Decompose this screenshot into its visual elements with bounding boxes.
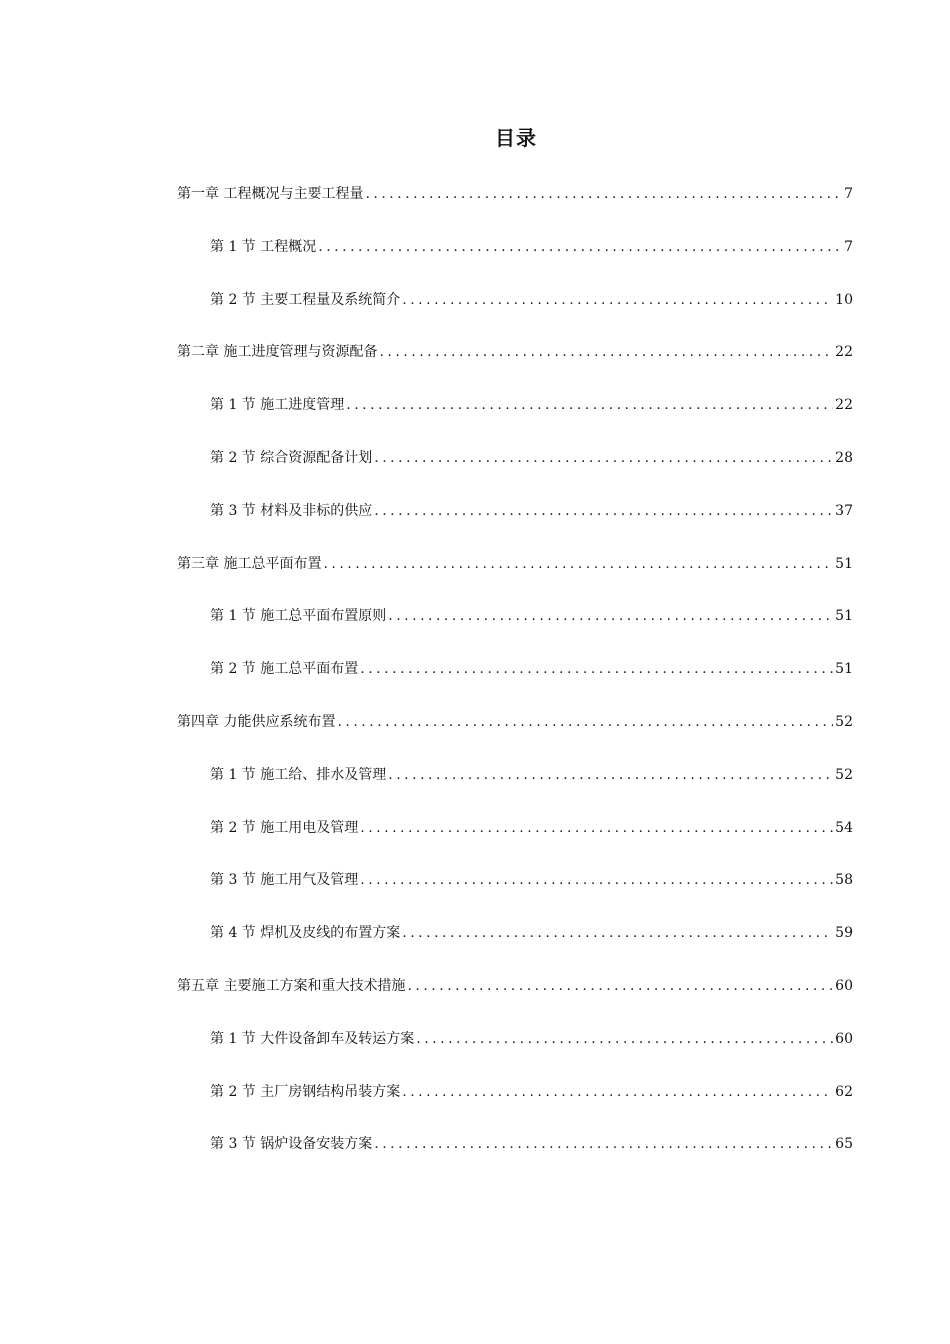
- toc-page-number: 37: [835, 502, 853, 519]
- toc-dot-leader: [360, 659, 833, 679]
- toc-page-number: 59: [835, 925, 853, 942]
- toc-dot-leader: [337, 712, 833, 732]
- toc-entry-label: 第 3 节 施工用气及管理: [210, 872, 359, 889]
- toc-section-entry[interactable]: [210, 814, 853, 838]
- toc-dot-leader: [402, 1082, 833, 1102]
- toc-entry-label: 第 1 节 施工进度管理: [210, 397, 345, 414]
- toc-dot-leader: [374, 448, 833, 468]
- toc-section-entry[interactable]: [210, 497, 853, 521]
- toc-page-number: 60: [835, 978, 853, 994]
- toc-dot-leader: [402, 290, 833, 310]
- toc-dot-leader: [365, 184, 842, 204]
- toc-entry-label: 第 1 节 施工给、排水及管理: [210, 766, 387, 783]
- toc-dot-leader: [323, 554, 833, 574]
- toc-entry-label: 第 2 节 综合资源配备计划: [210, 450, 373, 466]
- toc-dot-leader: [374, 501, 833, 521]
- toc-entry-label: 第三章 施工总平面布置: [177, 555, 322, 572]
- toc-section-entry[interactable]: [210, 1078, 853, 1102]
- toc-section-entry[interactable]: [210, 919, 853, 943]
- toc-chapter-entry[interactable]: [177, 972, 853, 996]
- toc-dot-leader: [379, 342, 833, 362]
- toc-dot-leader: [388, 606, 833, 626]
- toc-section-entry[interactable]: [210, 233, 853, 257]
- toc-section-entry[interactable]: [210, 866, 853, 890]
- toc-page-number: 54: [835, 819, 853, 836]
- toc-dot-leader: [360, 818, 833, 838]
- toc-entry-label: 第一章 工程概况与主要工程量: [177, 186, 364, 202]
- toc-section-entry[interactable]: [210, 391, 853, 415]
- toc-entry-label: 第 2 节 主厂房钢结构吊装方案: [210, 1083, 401, 1100]
- toc-page-number: 52: [835, 766, 853, 783]
- toc-entry-label: 第五章 主要施工方案和重大技术措施: [177, 978, 406, 994]
- toc-page-number: 51: [835, 555, 853, 572]
- toc-chapter-entry[interactable]: [177, 550, 853, 574]
- toc-dot-leader: [402, 923, 833, 943]
- toc-dot-leader: [374, 1134, 833, 1154]
- toc-dot-leader: [407, 976, 833, 996]
- toc-chapter-entry[interactable]: [177, 180, 853, 204]
- toc-section-entry[interactable]: [210, 1025, 853, 1049]
- toc-section-entry[interactable]: [210, 444, 853, 468]
- toc-dot-leader: [360, 870, 833, 890]
- toc-entry-label: 第 3 节 锅炉设备安装方案: [210, 1136, 373, 1153]
- toc-entry-label: 第 1 节 施工总平面布置原则: [210, 608, 387, 625]
- toc-dot-leader: [318, 237, 842, 257]
- toc-section-entry[interactable]: [210, 602, 853, 626]
- toc-page-number: 7: [844, 238, 853, 255]
- toc-page-number: 7: [844, 186, 853, 202]
- toc-section-entry[interactable]: [210, 286, 853, 310]
- toc-page-number: 62: [835, 1083, 853, 1100]
- toc-section-entry[interactable]: [210, 1130, 853, 1154]
- toc-dot-leader: [388, 765, 833, 785]
- toc-entry-label: 第 1 节 大件设备卸车及转运方案: [210, 1030, 415, 1047]
- toc-page-number: 51: [835, 608, 853, 625]
- toc-page-number: 65: [835, 1136, 853, 1153]
- toc-entry-label: 第 4 节 焊机及皮线的布置方案: [210, 925, 401, 942]
- toc-chapter-entry[interactable]: [177, 708, 853, 732]
- toc-entry-label: 第四章 力能供应系统布置: [177, 714, 336, 730]
- toc-chapter-entry[interactable]: [177, 338, 853, 362]
- toc-page-number: 22: [835, 397, 853, 414]
- toc-entry-label: 第 2 节 施工总平面布置: [210, 661, 359, 678]
- toc-entry-label: 第 2 节 主要工程量及系统简介: [210, 291, 401, 308]
- toc-page-number: 51: [835, 661, 853, 678]
- toc-page-number: 28: [835, 450, 853, 466]
- toc-entry-label: 第 2 节 施工用电及管理: [210, 819, 359, 836]
- toc-page-number: 52: [835, 714, 853, 730]
- toc-entry-label: 第二章 施工进度管理与资源配备: [177, 344, 378, 361]
- toc-page-number: 60: [835, 1030, 853, 1047]
- toc-section-entry[interactable]: [210, 761, 853, 785]
- toc-page-number: 58: [835, 872, 853, 889]
- toc-title: 目录: [495, 126, 537, 150]
- toc-entry-label: 第 3 节 材料及非标的供应: [210, 502, 373, 519]
- toc-dot-leader: [346, 395, 833, 415]
- toc-page-number: 10: [835, 291, 853, 308]
- toc-section-entry[interactable]: [210, 655, 853, 679]
- toc-entry-label: 第 1 节 工程概况: [210, 238, 317, 255]
- toc-dot-leader: [416, 1029, 833, 1049]
- toc-page-number: 22: [835, 344, 853, 361]
